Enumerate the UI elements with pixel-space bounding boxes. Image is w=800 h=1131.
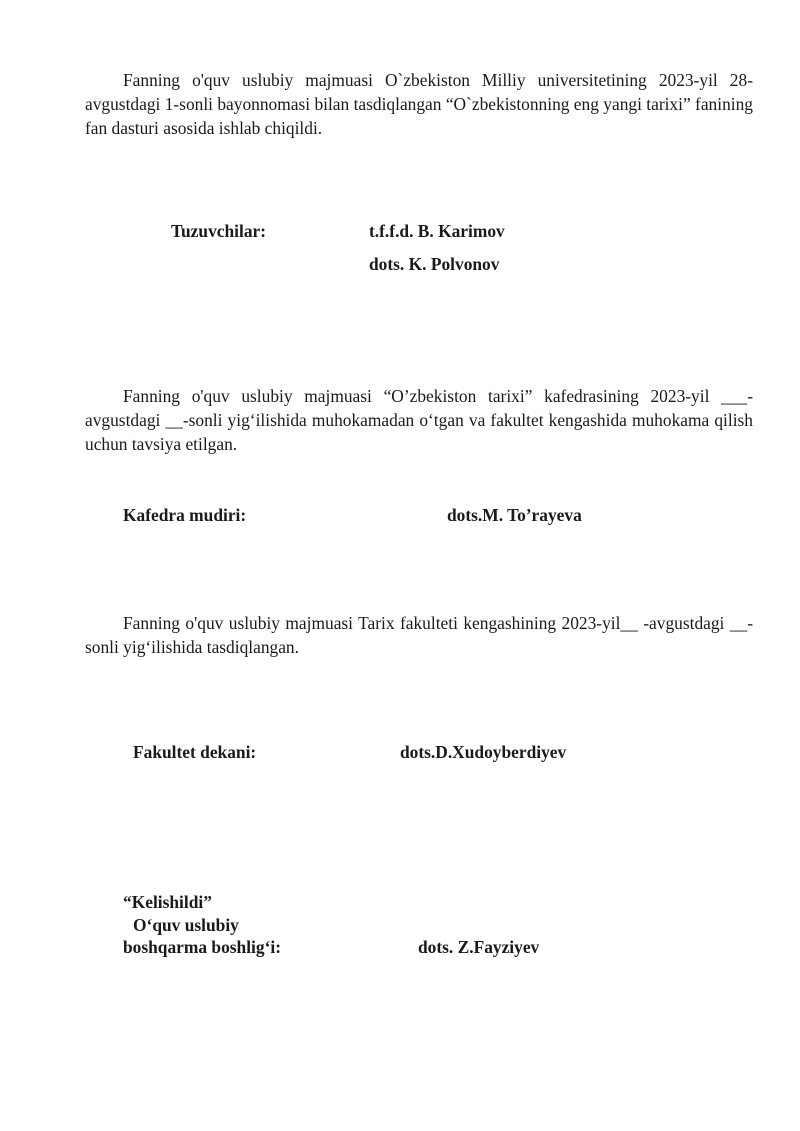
dean-label: Fakultet dekani: (133, 742, 257, 762)
agreed-subtitle: O‘quv uslubiy (133, 915, 239, 935)
approval-paragraph: Fanning o'quv uslubiy majmuasi O`zbekiston Milliy universitetining 2023-yil 28-avgustdagi 1-sonli bayonnomasi bilan tasdiqlangan “O`zbekistonning eng yangi tarixi” fanining fan dasturi asosida ishlab chiqildi. (85, 70, 753, 138)
author-polvonov: dots. K. Polvonov (369, 254, 500, 274)
agreed-position: boshqarma boshlig‘i: (123, 937, 282, 957)
department-head-name: dots.M. To’rayeva (447, 505, 582, 525)
department-head-label: Kafedra mudiri: (123, 505, 247, 525)
author-karimov: t.f.f.d. B. Karimov (369, 221, 505, 241)
authors-label: Tuzuvchilar: (171, 221, 267, 241)
faculty-paragraph: Fanning o'quv uslubiy majmuasi Tarix fakulteti kengashining 2023-yil__ -avgustdagi __-sonli yig‘ilishida tasdiqlangan. (85, 613, 753, 657)
agreed-name: dots. Z.Fayziyev (418, 937, 540, 957)
dean-name: dots.D.Xudoyberdiyev (400, 742, 567, 762)
agreed-title: “Kelishildi” (123, 892, 212, 912)
department-paragraph: Fanning o'quv uslubiy majmuasi “O’zbekiston tarixi” kafedrasining 2023-yil ___-avgustdagi __-sonli yig‘ilishida muhokamadan o‘tgan va fakultet kengashida muhokama qilish uchun tavsiya etilgan. (85, 386, 753, 454)
